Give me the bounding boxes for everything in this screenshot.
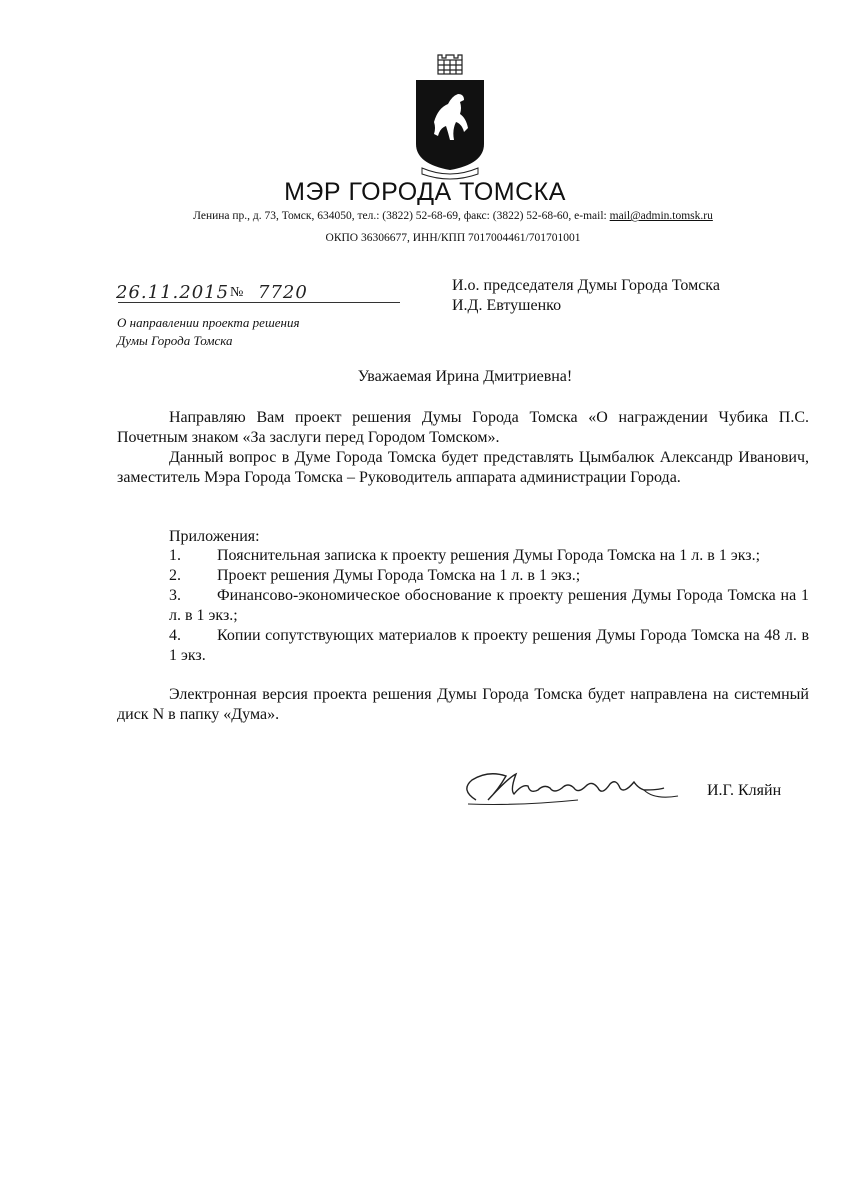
addressee-name: И.Д. Евтушенко — [452, 297, 562, 314]
tomsk-coat-of-arms-icon — [404, 52, 496, 182]
attachment-item — [169, 626, 809, 666]
attachment-text: Проект решения Думы Города Томска на 1 л. в 1 экз.; — [217, 567, 581, 584]
handwritten-signature-icon — [458, 760, 688, 814]
address-text: Ленина пр., д. 73, Томск, 634050, тел.: (3822) 52-68-69, факс: (3822) 52-68-60, e-mail: — [193, 210, 610, 222]
organization-codes: ОКПО 36306677, ИНН/КПП 7017004461/701701001 — [325, 232, 581, 244]
subject-line: О направлении проекта решения — [117, 315, 300, 330]
attachment-number: 3. — [169, 587, 181, 604]
attachment-item — [169, 566, 809, 586]
letter-subject — [117, 314, 300, 350]
organization-title: МЭР ГОРОДА ТОМСКА — [284, 178, 566, 206]
attachment-number: 2. — [169, 567, 181, 584]
subject-line: Думы Города Томска — [117, 333, 233, 348]
registration-number: 7720 — [258, 282, 308, 303]
addressee-position: И.о. председателя Думы Города Томска — [452, 277, 720, 294]
registration-number-label: № — [230, 285, 244, 300]
registration-date: 26.11.2015 — [116, 282, 230, 303]
email-link[interactable]: mail@admin.tomsk.ru — [609, 210, 713, 222]
signer-name: И.Г. Кляйн — [707, 782, 782, 799]
attachments-heading: Приложения: — [169, 528, 260, 545]
attachment-item — [169, 546, 809, 566]
body-paragraph: Направляю Вам проект решения Думы Города Томска «О награждении Чубика П.С. Почетным знаком «За заслуги перед Городом Томском». — [117, 409, 809, 446]
body-paragraph: Данный вопрос в Думе Города Томска будет представлять Цымбалюк Александр Иванович, заместитель Мэра Города Томска – Руководитель аппарата администрации Города. — [117, 449, 809, 486]
attachment-text: Пояснительная записка к проекту решения Думы Города Томска на 1 л. в 1 экз.; — [217, 547, 761, 564]
attachment-number: 4. — [169, 627, 181, 644]
body-paragraph: Электронная версия проекта решения Думы Города Томска будет направлена на системный диск N в папку «Дума». — [117, 686, 809, 723]
attachment-number: 1. — [169, 547, 181, 564]
attachment-item — [169, 586, 809, 626]
greeting: Уважаемая Ирина Дмитриевна! — [357, 368, 573, 385]
attachment-text: Финансово-экономическое обоснование к проекту решения Думы Города Томска на 1 л. в 1 экз.; — [169, 587, 809, 624]
attachment-text: Копии сопутствующих материалов к проекту решения Думы Города Томска на 48 л. в 1 экз. — [169, 627, 809, 664]
organization-address — [0, 210, 850, 222]
addressee — [452, 276, 720, 316]
